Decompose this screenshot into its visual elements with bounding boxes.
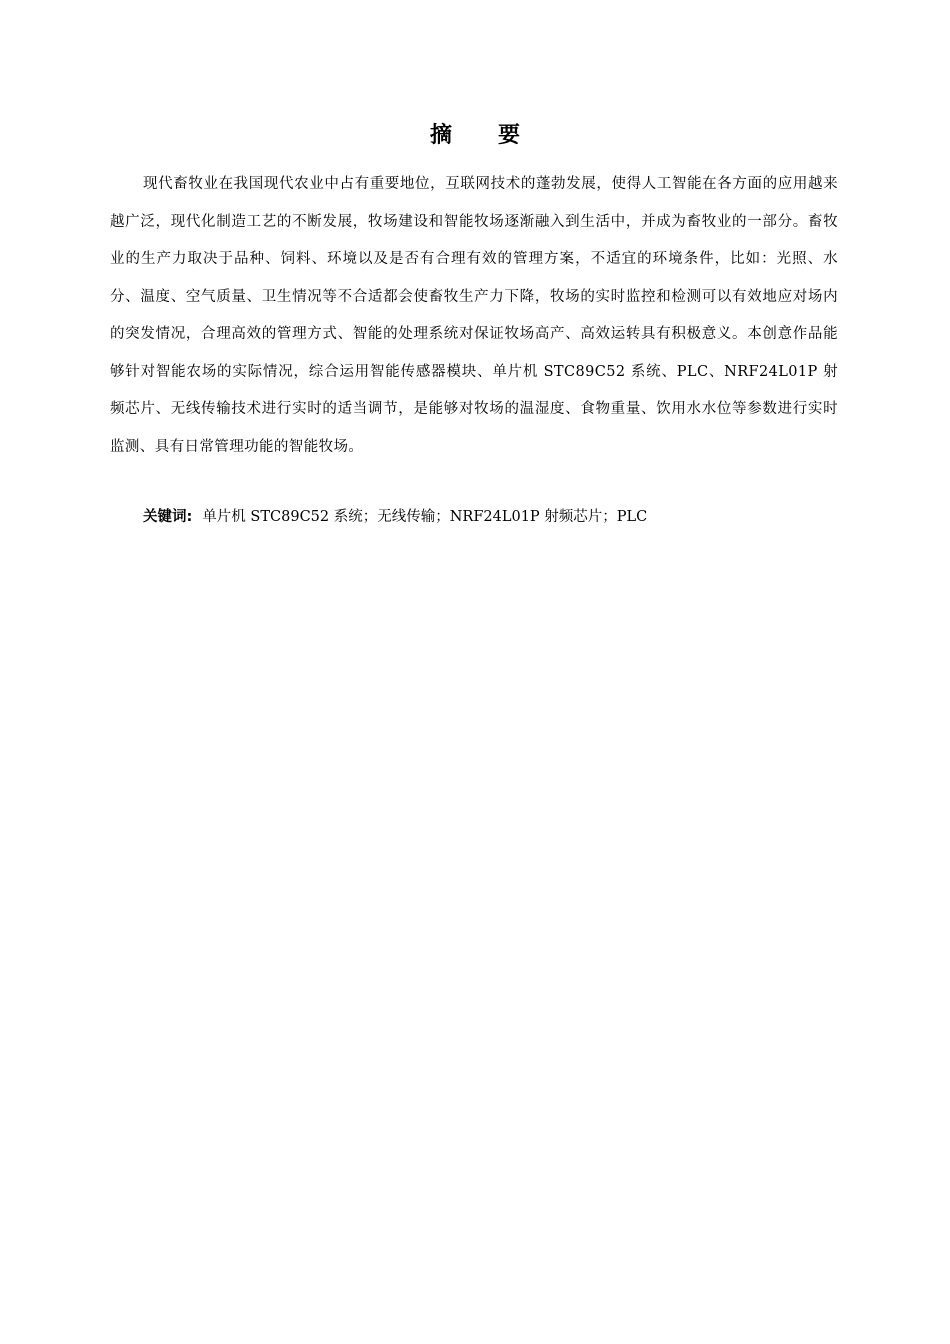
- keywords-label: 关键词:: [143, 509, 193, 525]
- title-char-1: 摘: [429, 123, 452, 148]
- abstract-paragraph: 现代畜牧业在我国现代农业中占有重要地位，互联网技术的蓬勃发展，使得人工智能在各方面的应用越来越广泛，现代化制造工艺的不断发展，牧场建设和智能牧场逐渐融入到生活中，并成为畜牧业的一部分。畜牧业的生产力取决于品种、饲料、环境以及是否有合理有效的管理方案，不适宜的环境条件，比如：光照、水分、温度、空气质量、卫生情况等不合适都会使畜牧生产力下降，牧场的实时监控和检测可以有效地应对场内的突发情况，合理高效的管理方式、智能的处理系统对保证牧场高产、高效运转具有积极意义。本创意作品能够针对智能农场的实际情况，综合运用智能传感器模块、单片机 STC89C52 系统、PLC、NRF24L01P 射频芯片、无线传输技术进行实时的适当调节，是能够对牧场的温湿度、食物重量、饮用水水位等参数进行实时监测、具有日常管理功能的智能牧场。: [110, 176, 838, 455]
- keywords-text: 单片机 STC89C52 系统；无线传输；NRF24L01P 射频芯片；PLC: [202, 509, 648, 525]
- title-char-2: 要: [498, 123, 521, 148]
- page-title: [0, 118, 950, 154]
- keywords-line: [143, 500, 843, 534]
